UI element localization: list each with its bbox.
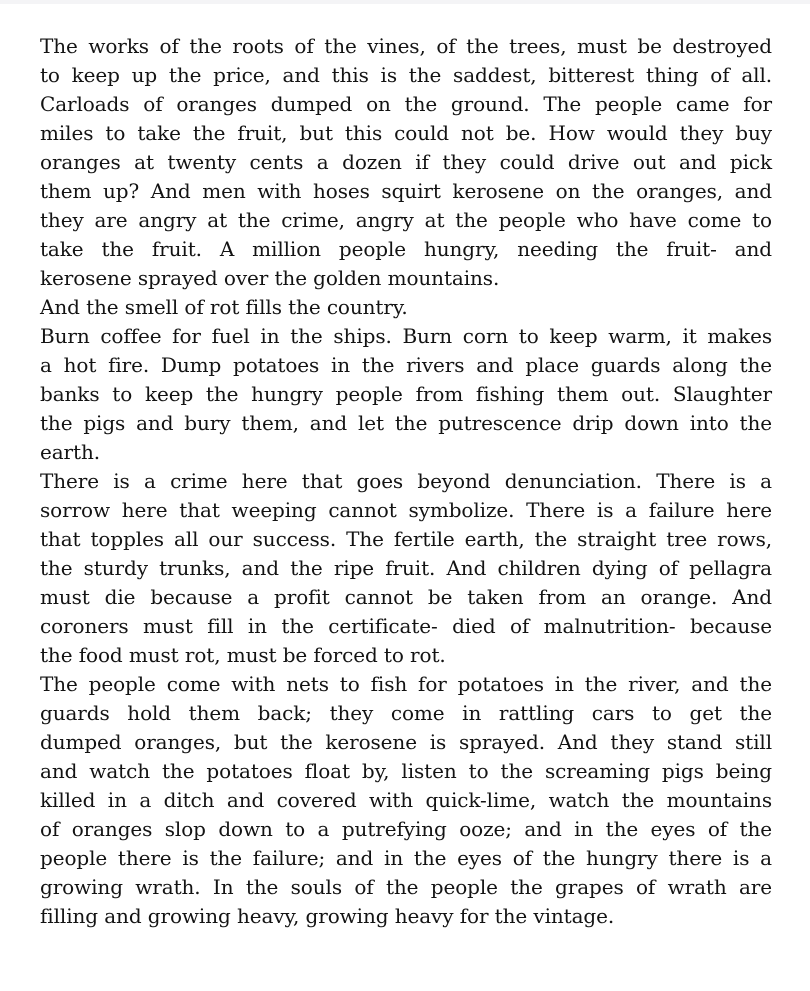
document-page	[0, 4, 810, 931]
text-line: and watch the potatoes float by, listen to the screaming pigs being	[40, 759, 772, 783]
text-line: to keep up the price, and this is the saddest, bitterest thing of all.	[40, 63, 772, 87]
paragraph	[40, 322, 772, 467]
text-line: must die because a profit cannot be taken from an orange. And	[40, 585, 772, 609]
text-line: There is a crime here that goes beyond denunciation. There is a	[40, 469, 772, 493]
text-line: killed in a ditch and covered with quick-lime, watch the mountains	[40, 788, 772, 812]
text-line: of oranges slop down to a putrefying ooze; and in the eyes of the	[40, 817, 772, 841]
text-line: filling and growing heavy, growing heavy for the vintage.	[40, 904, 615, 928]
text-line: growing wrath. In the souls of the people the grapes of wrath are	[40, 875, 772, 899]
text-line: the food must rot, must be forced to rot.	[40, 643, 446, 667]
paragraph	[40, 670, 772, 931]
text-line: dumped oranges, but the kerosene is sprayed. And they stand still	[40, 730, 772, 754]
paragraph	[40, 32, 772, 293]
text-line: kerosene sprayed over the golden mountains.	[40, 266, 500, 290]
text-line: that topples all our success. The fertile earth, the straight tree rows,	[40, 527, 772, 551]
text-line: The works of the roots of the vines, of the trees, must be destroyed	[40, 34, 772, 58]
text-line: banks to keep the hungry people from fishing them out. Slaughter	[40, 382, 772, 406]
text-line: oranges at twenty cents a dozen if they could drive out and pick	[40, 150, 772, 174]
text-line: guards hold them back; they come in rattling cars to get the	[40, 701, 772, 725]
text-line: take the fruit. A million people hungry, needing the fruit- and	[40, 237, 772, 261]
text-line: Burn coffee for fuel in the ships. Burn corn to keep warm, it makes	[40, 324, 772, 348]
text-line: And the smell of rot fills the country.	[40, 295, 408, 319]
text-line: miles to take the fruit, but this could not be. How would they buy	[40, 121, 772, 145]
text-line: sorrow here that weeping cannot symbolize. There is a failure here	[40, 498, 772, 522]
paragraph	[40, 293, 772, 322]
paragraph	[40, 467, 772, 670]
text-line: a hot fire. Dump potatoes in the rivers and place guards along the	[40, 353, 772, 377]
text-line: The people come with nets to fish for potatoes in the river, and the	[40, 672, 772, 696]
text-line: they are angry at the crime, angry at the people who have come to	[40, 208, 772, 232]
text-line: the pigs and bury them, and let the putrescence drip down into the	[40, 411, 772, 435]
text-line: them up? And men with hoses squirt kerosene on the oranges, and	[40, 179, 772, 203]
text-line: earth.	[40, 440, 100, 464]
text-content	[40, 32, 772, 931]
text-line: the sturdy trunks, and the ripe fruit. And children dying of pellagra	[40, 556, 772, 580]
text-line: coroners must fill in the certificate- died of malnutrition- because	[40, 614, 772, 638]
text-line: Carloads of oranges dumped on the ground. The people came for	[40, 92, 772, 116]
text-line: people there is the failure; and in the eyes of the hungry there is a	[40, 846, 772, 870]
